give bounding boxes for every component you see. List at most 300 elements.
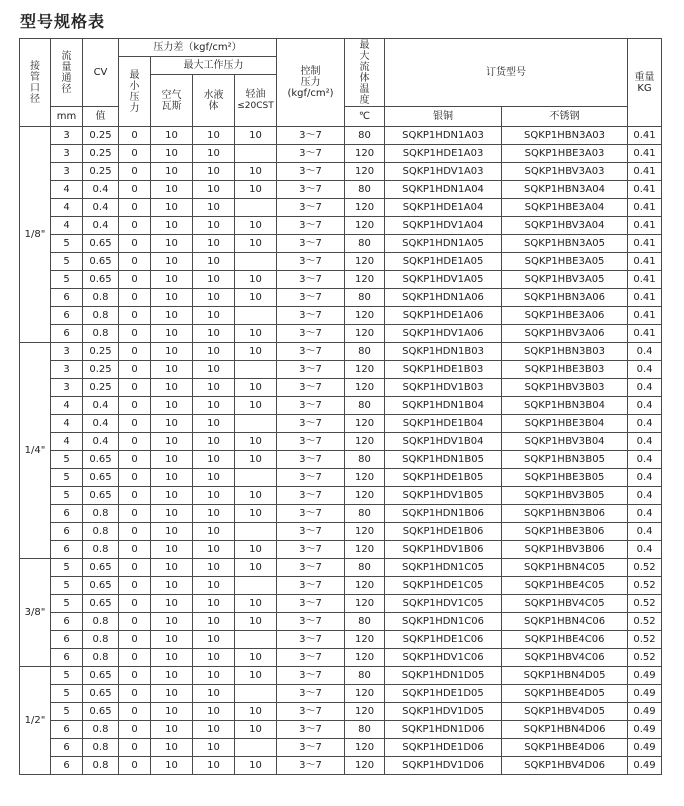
air-cell: 10	[151, 523, 193, 541]
air-cell: 10	[151, 595, 193, 613]
oil-cell: 10	[235, 667, 277, 685]
stainless-cell: SQKP1HBE4D06	[502, 739, 628, 757]
cv-cell: 0.4	[83, 433, 119, 451]
orifice-cell: 6	[51, 721, 83, 739]
weight-cell: 0.41	[628, 235, 662, 253]
oil-cell: 10	[235, 397, 277, 415]
brass-cell: SQKP1HDE1A03	[385, 145, 502, 163]
oil-cell: 10	[235, 613, 277, 631]
air-cell: 10	[151, 397, 193, 415]
temp-cell: 80	[345, 235, 385, 253]
min-cell: 0	[119, 469, 151, 487]
brass-cell: SQKP1HDN1A04	[385, 181, 502, 199]
temp-cell: 80	[345, 181, 385, 199]
air-cell: 10	[151, 451, 193, 469]
cv-cell: 0.65	[83, 595, 119, 613]
air-cell: 10	[151, 235, 193, 253]
brass-cell: SQKP1HDE1A06	[385, 307, 502, 325]
oil-cell	[235, 307, 277, 325]
stainless-cell: SQKP1HBE4C05	[502, 577, 628, 595]
brass-cell: SQKP1HDV1C05	[385, 595, 502, 613]
cv-cell: 0.65	[83, 685, 119, 703]
water-cell: 10	[193, 505, 235, 523]
temp-cell: 120	[345, 217, 385, 235]
spec-table	[19, 38, 662, 775]
water-cell: 10	[193, 703, 235, 721]
table-row	[20, 343, 662, 361]
control-cell: 3～7	[277, 613, 345, 631]
weight-cell: 0.4	[628, 433, 662, 451]
table-row	[20, 631, 662, 649]
header-brass: 银铜	[385, 107, 502, 127]
control-cell: 3～7	[277, 163, 345, 181]
weight-cell: 0.4	[628, 487, 662, 505]
air-cell: 10	[151, 325, 193, 343]
cv-cell: 0.65	[83, 271, 119, 289]
water-cell: 10	[193, 415, 235, 433]
water-cell: 10	[193, 199, 235, 217]
oil-cell: 10	[235, 451, 277, 469]
oil-cell: 10	[235, 271, 277, 289]
brass-cell: SQKP1HDV1C06	[385, 649, 502, 667]
temp-cell: 120	[345, 577, 385, 595]
oil-cell: 10	[235, 163, 277, 181]
orifice-cell: 5	[51, 451, 83, 469]
air-cell: 10	[151, 199, 193, 217]
cv-cell: 0.65	[83, 469, 119, 487]
min-cell: 0	[119, 289, 151, 307]
control-cell: 3～7	[277, 181, 345, 199]
oil-cell: 10	[235, 721, 277, 739]
water-cell: 10	[193, 487, 235, 505]
water-cell: 10	[193, 613, 235, 631]
table-row	[20, 523, 662, 541]
header-temp-unit: ℃	[345, 107, 385, 127]
temp-cell: 80	[345, 451, 385, 469]
orifice-cell: 4	[51, 181, 83, 199]
stainless-cell: SQKP1HBV3A05	[502, 271, 628, 289]
air-cell: 10	[151, 649, 193, 667]
orifice-cell: 6	[51, 649, 83, 667]
air-cell: 10	[151, 613, 193, 631]
temp-cell: 120	[345, 523, 385, 541]
orifice-cell: 6	[51, 523, 83, 541]
control-cell: 3～7	[277, 577, 345, 595]
temp-cell: 120	[345, 649, 385, 667]
oil-cell: 10	[235, 433, 277, 451]
water-cell: 10	[193, 379, 235, 397]
weight-cell: 0.41	[628, 145, 662, 163]
stainless-cell: SQKP1HBV3A03	[502, 163, 628, 181]
orifice-cell: 4	[51, 397, 83, 415]
control-cell: 3～7	[277, 433, 345, 451]
orifice-cell: 5	[51, 703, 83, 721]
temp-cell: 120	[345, 685, 385, 703]
air-cell: 10	[151, 343, 193, 361]
temp-cell: 120	[345, 253, 385, 271]
page-title: 型号规格表	[20, 12, 106, 31]
air-cell: 10	[151, 289, 193, 307]
stainless-cell: SQKP1HBV4D05	[502, 703, 628, 721]
control-cell: 3～7	[277, 271, 345, 289]
water-cell: 10	[193, 433, 235, 451]
control-cell: 3～7	[277, 289, 345, 307]
brass-cell: SQKP1HDN1C05	[385, 559, 502, 577]
control-cell: 3～7	[277, 415, 345, 433]
cv-cell: 0.65	[83, 451, 119, 469]
air-cell: 10	[151, 361, 193, 379]
cv-cell: 0.8	[83, 721, 119, 739]
water-cell: 10	[193, 145, 235, 163]
control-cell: 3～7	[277, 127, 345, 145]
brass-cell: SQKP1HDN1A05	[385, 235, 502, 253]
air-cell: 10	[151, 685, 193, 703]
oil-cell	[235, 199, 277, 217]
control-cell: 3～7	[277, 361, 345, 379]
cv-cell: 0.8	[83, 325, 119, 343]
control-cell: 3～7	[277, 217, 345, 235]
temp-cell: 120	[345, 199, 385, 217]
temp-cell: 120	[345, 541, 385, 559]
weight-cell: 0.52	[628, 649, 662, 667]
min-cell: 0	[119, 541, 151, 559]
water-cell: 10	[193, 271, 235, 289]
stainless-cell: SQKP1HBE4D05	[502, 685, 628, 703]
orifice-cell: 6	[51, 541, 83, 559]
weight-cell: 0.52	[628, 595, 662, 613]
air-cell: 10	[151, 577, 193, 595]
water-cell: 10	[193, 523, 235, 541]
cv-cell: 0.8	[83, 649, 119, 667]
min-cell: 0	[119, 271, 151, 289]
header-min-pressure: 最小压力	[119, 57, 151, 127]
header-orifice-unit: mm	[51, 107, 83, 127]
stainless-cell: SQKP1HBN3B04	[502, 397, 628, 415]
temp-cell: 120	[345, 469, 385, 487]
water-cell: 10	[193, 595, 235, 613]
stainless-cell: SQKP1HBE3A06	[502, 307, 628, 325]
min-cell: 0	[119, 379, 151, 397]
table-row	[20, 235, 662, 253]
water-cell: 10	[193, 181, 235, 199]
table-row	[20, 559, 662, 577]
water-cell: 10	[193, 469, 235, 487]
control-cell: 3～7	[277, 757, 345, 775]
min-cell: 0	[119, 235, 151, 253]
table-row	[20, 145, 662, 163]
brass-cell: SQKP1HDN1A06	[385, 289, 502, 307]
air-cell: 10	[151, 415, 193, 433]
cv-cell: 0.65	[83, 703, 119, 721]
weight-cell: 0.4	[628, 451, 662, 469]
orifice-cell: 5	[51, 559, 83, 577]
stainless-cell: SQKP1HBN4D06	[502, 721, 628, 739]
oil-cell: 10	[235, 559, 277, 577]
temp-cell: 120	[345, 631, 385, 649]
stainless-cell: SQKP1HBV3B05	[502, 487, 628, 505]
air-cell: 10	[151, 721, 193, 739]
cv-cell: 0.8	[83, 505, 119, 523]
table-row	[20, 199, 662, 217]
water-cell: 10	[193, 667, 235, 685]
header-pressure-diff: 压力差（kgf/cm²）	[119, 39, 277, 57]
stainless-cell: SQKP1HBN3A04	[502, 181, 628, 199]
orifice-cell: 5	[51, 667, 83, 685]
air-cell: 10	[151, 541, 193, 559]
temp-cell: 120	[345, 415, 385, 433]
stainless-cell: SQKP1HBN3A05	[502, 235, 628, 253]
oil-cell: 10	[235, 541, 277, 559]
brass-cell: SQKP1HDN1B04	[385, 397, 502, 415]
orifice-cell: 3	[51, 379, 83, 397]
table-row	[20, 361, 662, 379]
stainless-cell: SQKP1HBN3B06	[502, 505, 628, 523]
orifice-cell: 6	[51, 505, 83, 523]
cv-cell: 0.25	[83, 343, 119, 361]
min-cell: 0	[119, 433, 151, 451]
min-cell: 0	[119, 649, 151, 667]
oil-cell	[235, 631, 277, 649]
stainless-cell: SQKP1HBN3B05	[502, 451, 628, 469]
cv-cell: 0.8	[83, 523, 119, 541]
control-cell: 3～7	[277, 667, 345, 685]
brass-cell: SQKP1HDV1B06	[385, 541, 502, 559]
water-cell: 10	[193, 631, 235, 649]
weight-cell: 0.41	[628, 289, 662, 307]
cv-cell: 0.4	[83, 199, 119, 217]
table-row	[20, 577, 662, 595]
cv-cell: 0.65	[83, 577, 119, 595]
control-cell: 3～7	[277, 325, 345, 343]
brass-cell: SQKP1HDN1D06	[385, 721, 502, 739]
brass-cell: SQKP1HDV1A06	[385, 325, 502, 343]
min-cell: 0	[119, 163, 151, 181]
oil-cell: 10	[235, 181, 277, 199]
weight-cell: 0.4	[628, 343, 662, 361]
min-cell: 0	[119, 559, 151, 577]
water-cell: 10	[193, 739, 235, 757]
temp-cell: 120	[345, 271, 385, 289]
water-cell: 10	[193, 559, 235, 577]
temp-cell: 120	[345, 325, 385, 343]
table-row	[20, 505, 662, 523]
min-cell: 0	[119, 685, 151, 703]
stainless-cell: SQKP1HBE3A03	[502, 145, 628, 163]
control-cell: 3～7	[277, 397, 345, 415]
min-cell: 0	[119, 361, 151, 379]
min-cell: 0	[119, 253, 151, 271]
header-order-no: 订货型号	[385, 39, 628, 107]
temp-cell: 80	[345, 397, 385, 415]
oil-cell: 10	[235, 235, 277, 253]
control-cell: 3～7	[277, 505, 345, 523]
table-row	[20, 451, 662, 469]
stainless-cell: SQKP1HBV3B06	[502, 541, 628, 559]
oil-cell: 10	[235, 649, 277, 667]
cv-cell: 0.4	[83, 397, 119, 415]
orifice-cell: 4	[51, 199, 83, 217]
brass-cell: SQKP1HDE1D06	[385, 739, 502, 757]
orifice-cell: 5	[51, 685, 83, 703]
table-row	[20, 127, 662, 145]
water-cell: 10	[193, 253, 235, 271]
cv-cell: 0.65	[83, 235, 119, 253]
temp-cell: 120	[345, 145, 385, 163]
water-cell: 10	[193, 289, 235, 307]
cv-cell: 0.4	[83, 415, 119, 433]
table-body	[20, 127, 662, 775]
table-row	[20, 271, 662, 289]
min-cell: 0	[119, 325, 151, 343]
orifice-cell: 3	[51, 343, 83, 361]
oil-cell	[235, 415, 277, 433]
weight-cell: 0.4	[628, 505, 662, 523]
water-cell: 10	[193, 649, 235, 667]
weight-cell: 0.52	[628, 559, 662, 577]
brass-cell: SQKP1HDN1A03	[385, 127, 502, 145]
stainless-cell: SQKP1HBV3A04	[502, 217, 628, 235]
air-cell: 10	[151, 253, 193, 271]
air-cell: 10	[151, 181, 193, 199]
orifice-cell: 6	[51, 757, 83, 775]
water-cell: 10	[193, 127, 235, 145]
temp-cell: 80	[345, 613, 385, 631]
table-row	[20, 289, 662, 307]
stainless-cell: SQKP1HBE3B04	[502, 415, 628, 433]
min-cell: 0	[119, 721, 151, 739]
brass-cell: SQKP1HDV1B04	[385, 433, 502, 451]
air-cell: 10	[151, 145, 193, 163]
table-row	[20, 163, 662, 181]
weight-cell: 0.4	[628, 523, 662, 541]
water-cell: 10	[193, 361, 235, 379]
temp-cell: 120	[345, 739, 385, 757]
orifice-cell: 5	[51, 595, 83, 613]
weight-cell: 0.41	[628, 307, 662, 325]
table-row	[20, 415, 662, 433]
min-cell: 0	[119, 631, 151, 649]
weight-cell: 0.41	[628, 325, 662, 343]
oil-cell	[235, 469, 277, 487]
port-size-cell: 1/8"	[20, 127, 51, 343]
control-cell: 3～7	[277, 631, 345, 649]
weight-cell: 0.41	[628, 163, 662, 181]
min-cell: 0	[119, 145, 151, 163]
min-cell: 0	[119, 307, 151, 325]
temp-cell: 120	[345, 757, 385, 775]
temp-cell: 120	[345, 487, 385, 505]
weight-cell: 0.4	[628, 379, 662, 397]
weight-cell: 0.41	[628, 253, 662, 271]
oil-cell	[235, 577, 277, 595]
air-cell: 10	[151, 271, 193, 289]
stainless-cell: SQKP1HBN3B03	[502, 343, 628, 361]
brass-cell: SQKP1HDV1B03	[385, 379, 502, 397]
orifice-cell: 5	[51, 577, 83, 595]
stainless-cell: SQKP1HBE3B05	[502, 469, 628, 487]
brass-cell: SQKP1HDV1D06	[385, 757, 502, 775]
brass-cell: SQKP1HDN1B06	[385, 505, 502, 523]
oil-cell	[235, 685, 277, 703]
control-cell: 3～7	[277, 739, 345, 757]
brass-cell: SQKP1HDN1C06	[385, 613, 502, 631]
brass-cell: SQKP1HDV1A03	[385, 163, 502, 181]
header-cv-bottom: 值	[83, 107, 119, 127]
oil-cell: 10	[235, 505, 277, 523]
orifice-cell: 3	[51, 163, 83, 181]
air-cell: 10	[151, 469, 193, 487]
cv-cell: 0.8	[83, 289, 119, 307]
water-cell: 10	[193, 217, 235, 235]
cv-cell: 0.8	[83, 739, 119, 757]
orifice-cell: 4	[51, 433, 83, 451]
weight-cell: 0.4	[628, 397, 662, 415]
orifice-cell: 4	[51, 217, 83, 235]
table-row	[20, 667, 662, 685]
cv-cell: 0.4	[83, 181, 119, 199]
header-stainless: 不锈钢	[502, 107, 628, 127]
brass-cell: SQKP1HDN1D05	[385, 667, 502, 685]
table-row	[20, 433, 662, 451]
water-cell: 10	[193, 307, 235, 325]
min-cell: 0	[119, 397, 151, 415]
weight-cell: 0.41	[628, 217, 662, 235]
air-cell: 10	[151, 703, 193, 721]
weight-cell: 0.52	[628, 577, 662, 595]
oil-cell	[235, 361, 277, 379]
table-row	[20, 685, 662, 703]
cv-cell: 0.8	[83, 541, 119, 559]
min-cell: 0	[119, 505, 151, 523]
header-orifice: 流量通径	[51, 39, 83, 107]
stainless-cell: SQKP1HBV4D06	[502, 757, 628, 775]
orifice-cell: 5	[51, 271, 83, 289]
table-row	[20, 217, 662, 235]
cv-cell: 0.25	[83, 127, 119, 145]
brass-cell: SQKP1HDV1B05	[385, 487, 502, 505]
table-row	[20, 487, 662, 505]
brass-cell: SQKP1HDE1B05	[385, 469, 502, 487]
air-cell: 10	[151, 379, 193, 397]
weight-cell: 0.49	[628, 757, 662, 775]
table-row	[20, 397, 662, 415]
temp-cell: 120	[345, 307, 385, 325]
control-cell: 3～7	[277, 721, 345, 739]
header-water: 水液体	[193, 75, 235, 127]
oil-cell: 10	[235, 379, 277, 397]
table-row	[20, 649, 662, 667]
control-cell: 3～7	[277, 253, 345, 271]
control-cell: 3～7	[277, 451, 345, 469]
table-row	[20, 721, 662, 739]
min-cell: 0	[119, 667, 151, 685]
temp-cell: 120	[345, 703, 385, 721]
table-row	[20, 541, 662, 559]
cv-cell: 0.8	[83, 631, 119, 649]
oil-cell	[235, 253, 277, 271]
air-cell: 10	[151, 307, 193, 325]
brass-cell: SQKP1HDE1A05	[385, 253, 502, 271]
air-cell: 10	[151, 739, 193, 757]
oil-cell: 10	[235, 757, 277, 775]
weight-cell: 0.41	[628, 127, 662, 145]
stainless-cell: SQKP1HBV4C05	[502, 595, 628, 613]
table-row	[20, 469, 662, 487]
min-cell: 0	[119, 739, 151, 757]
header-cv-top: CV	[83, 39, 119, 107]
temp-cell: 80	[345, 505, 385, 523]
weight-cell: 0.49	[628, 685, 662, 703]
